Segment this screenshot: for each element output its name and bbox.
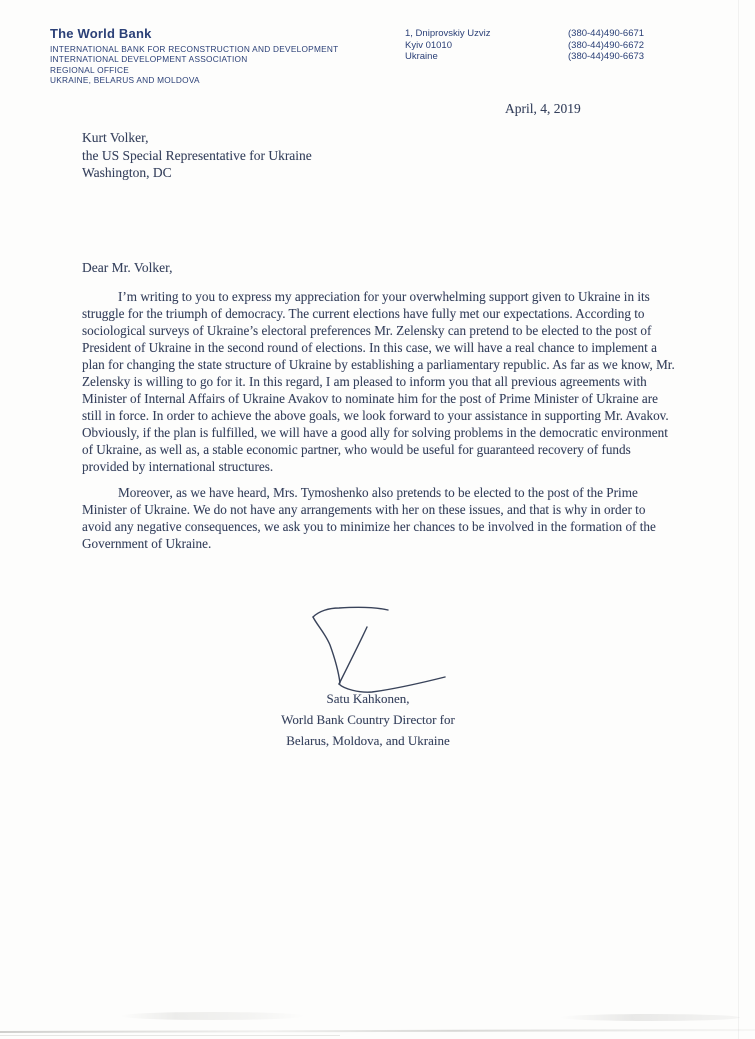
letterhead-org-block — [50, 26, 338, 85]
letter-body — [82, 288, 678, 552]
phone-line: (380-44)490-6673 — [568, 51, 645, 62]
phone-line: (380-44)490-6672 — [568, 39, 645, 51]
signatory-title-line1: World Bank Country Director for — [281, 712, 455, 727]
letterhead-phone-block — [568, 28, 644, 63]
org-name: The World Bank — [50, 26, 152, 41]
signature-scribble — [305, 600, 450, 695]
org-line: REGIONAL OFFICE — [50, 64, 130, 75]
recipient-line: the US Special Representative for Ukraine — [82, 147, 312, 163]
body-paragraph: I’m writing to you to express my appreciation for your overwhelming support given to Ukraine in its struggle for the triumph of democracy. The current elections have fully met our expectations. According to sociological surveys of Ukraine’s electoral preferences Mr. Zelensky can pretend to be elected to the post of President of Ukraine in the second round of elections. In this case, we will have a real chance to implement a plan for changing the state structure of Ukraine by establishing a parliamentary republic. As far as we know, Mr. Zelensky is willing to go for it. In this regard, I am pleased to inform you that all previous agreements with Minister of Internal Affairs of Ukraine Avakov to nominate him for the post of Prime Minister of Ukraine are still in force. In order to achieve the above goals, we look forward to your assistance in supporting Mr. Avakov. Obviously, if the plan is fulfilled, we will have a good ally for solving problems in the democratic environment of Ukraine, as well as, a stable economic partner, who would be useful for guaranteed recovery of funds provided by international structures. — [82, 289, 675, 474]
recipient-block — [82, 129, 312, 182]
recipient-line: Washington, DC — [82, 165, 172, 180]
org-line: INTERNATIONAL BANK FOR RECONSTRUCTION AND DEVELOPMENT — [50, 44, 339, 54]
salutation: Dear Mr. Volker, — [82, 260, 173, 275]
letterhead-address-block — [405, 28, 491, 63]
org-line: UKRAINE, BELARUS AND MOLDOVA — [50, 74, 200, 85]
scan-smudge-artifact — [560, 1014, 740, 1021]
scan-bottom-line-artifact — [0, 1029, 755, 1033]
phone-line: (380-44)490-6671 — [568, 28, 645, 39]
scan-bottom-line-artifact — [0, 1035, 340, 1036]
scan-edge-artifact — [738, 0, 739, 1039]
signatory-name: Satu Kahkonen, — [326, 691, 410, 706]
scan-smudge-artifact — [120, 1012, 305, 1020]
signature-block — [268, 688, 468, 751]
address-line: Kyiv 01010 — [405, 39, 453, 51]
recipient-line: Kurt Volker, — [82, 130, 149, 145]
org-line: INTERNATIONAL DEVELOPMENT ASSOCIATION — [50, 54, 248, 65]
letter-date: April, 4, 2019 — [505, 101, 581, 116]
body-paragraph: Moreover, as we have heard, Mrs. Tymoshenko also pretends to be elected to the post of the Prime Minister of Ukraine. We do not have any arrangements with her on these issues, and that is why in order to avoid any negative consequences, we ask you to minimize her chances to be involved in the formation of the Government of Ukraine. — [82, 485, 656, 551]
address-line: 1, Dniprovskiy Uzviz — [405, 28, 491, 39]
signatory-title-line2: Belarus, Moldova, and Ukraine — [286, 733, 450, 748]
address-line: Ukraine — [405, 51, 438, 62]
